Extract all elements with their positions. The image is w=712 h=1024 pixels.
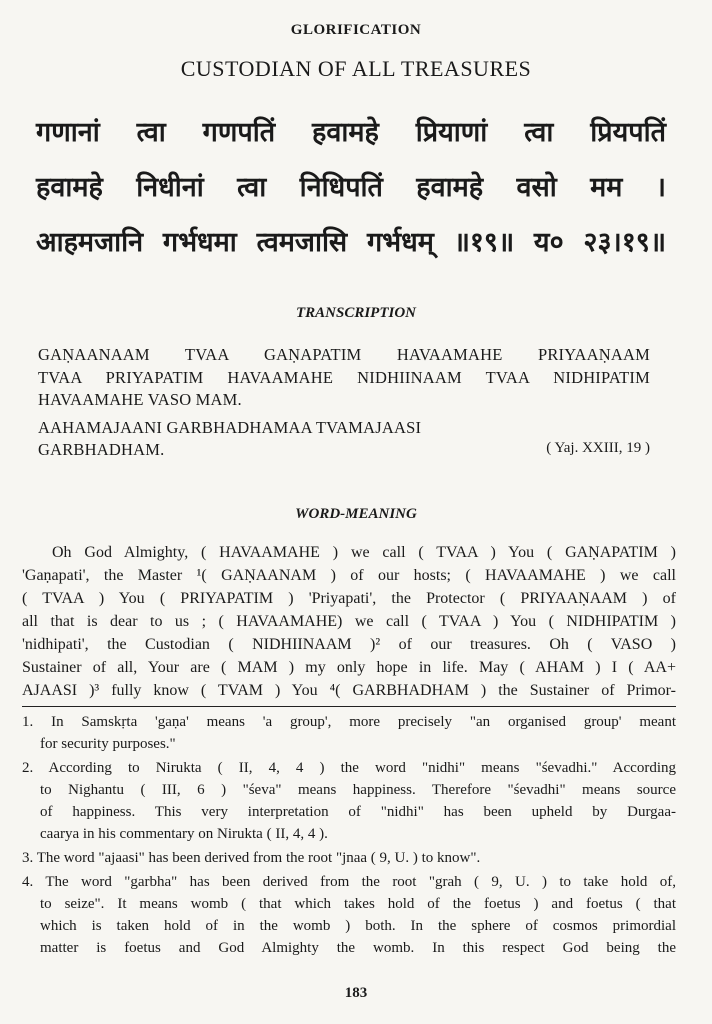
footnote-line: of happiness. This very interpretation of "nidhi" has been upheld by Durgaa- <box>40 804 676 820</box>
meaning-line: Sustainer of all, Your are ( MAM ) my only hope in life. May ( AHAM ) I ( AA+ <box>22 659 676 676</box>
transcription-line: HAVAAMAHE VASO MAM. <box>38 390 242 409</box>
meaning-line: 'Gaṇapati', the Master ¹( GAṆAANAM ) of our hosts; ( HAVAAMAHE ) we call <box>22 567 676 584</box>
page-title: CUSTODIAN OF ALL TREASURES <box>180 56 532 81</box>
footnote-line: for security purposes." <box>40 736 176 752</box>
transcription-line: AAHAMAJAANI GARBHADHAMAA TVAMAJAASI <box>38 418 422 437</box>
footnote-line: to Nighantu ( III, 6 ) "śeva" means happiness. Therefore "śevadhi" means source <box>40 782 676 798</box>
meaning-line: all that is dear to us ; ( HAVAAMAHE) we call ( TVAA ) You ( NIDHIPATIM ) <box>22 613 676 630</box>
footnote-line: 4. The word "garbha" has been derived from the root "grah ( 9, U. ) to take hold of, <box>22 874 676 890</box>
transcription-heading: TRANSCRIPTION <box>295 305 417 321</box>
footnote-line: which is taken hold of in the womb ) both. In the sphere of cosmos primordial <box>40 918 676 934</box>
footnote-line: caarya in his commentary on Nirukta ( II, 4, 4 ). <box>40 826 328 842</box>
footnote-line: 3. The word "ajaasi" has been derived from the root "jnaa ( 9, U. ) to know". <box>22 850 481 866</box>
sanskrit-line: गणानां त्वा गणपतिं हवामहे प्रियाणां त्वा प्रियपतिं <box>36 117 666 148</box>
sanskrit-line: आहमजानि गर्भधमा त्वमजासि गर्भधम् ॥१९॥ य० २३।१९॥ <box>36 227 666 258</box>
transcription-line: GARBHADHAM. <box>38 440 165 459</box>
meaning-line: Oh God Almighty, ( HAVAAMAHE ) we call ( TVAA ) You ( GAṆAPATIM ) <box>52 544 676 561</box>
meaning-line: ( TVAA ) You ( PRIYAPATIM ) 'Priyapati', the Protector ( PRIYAAṆAAM ) of <box>22 590 676 607</box>
transcription-line: TVAA PRIYAPATIM HAVAAMAHE NIDHIINAAM TVAA NIDHIPATIM <box>38 368 650 387</box>
page-number: 183 <box>344 985 368 1001</box>
footnote-line: matter is foetus and God Almighty the womb. In this respect God being the <box>40 940 676 956</box>
meaning-line: AJAASI )³ fully know ( TVAM ) You ⁴( GARBHADHAM ) the Sustainer of Primor- <box>22 682 676 699</box>
footnote-line: to seize". It means womb ( that which takes hold of the foetus ) and foetus ( that <box>40 896 676 912</box>
sanskrit-line: हवामहे निधीनां त्वा निधिपतिं हवामहे वसो मम । <box>36 172 666 203</box>
meaning-line: 'nidhipati', the Custodian ( NIDHIINAAM )² of our treasures. Oh ( VASO ) <box>22 636 676 653</box>
running-head: GLORIFICATION <box>290 22 422 38</box>
footnote-divider <box>22 706 676 707</box>
word-meaning-heading: WORD-MEANING <box>295 506 417 522</box>
footnote-line: 1. In Samskṛta 'gaṇa' means 'a group', more precisely "an organised group' meant <box>22 714 676 730</box>
verse-reference: ( Yaj. XXIII, 19 ) <box>546 440 650 456</box>
footnote-line: 2. According to Nirukta ( II, 4, 4 ) the word "nidhi" means "śevadhi." According <box>22 760 676 776</box>
transcription-line: GAṆAANAAM TVAA GAṆAPATIM HAVAAMAHE PRIYAAṆAAM <box>38 345 650 364</box>
